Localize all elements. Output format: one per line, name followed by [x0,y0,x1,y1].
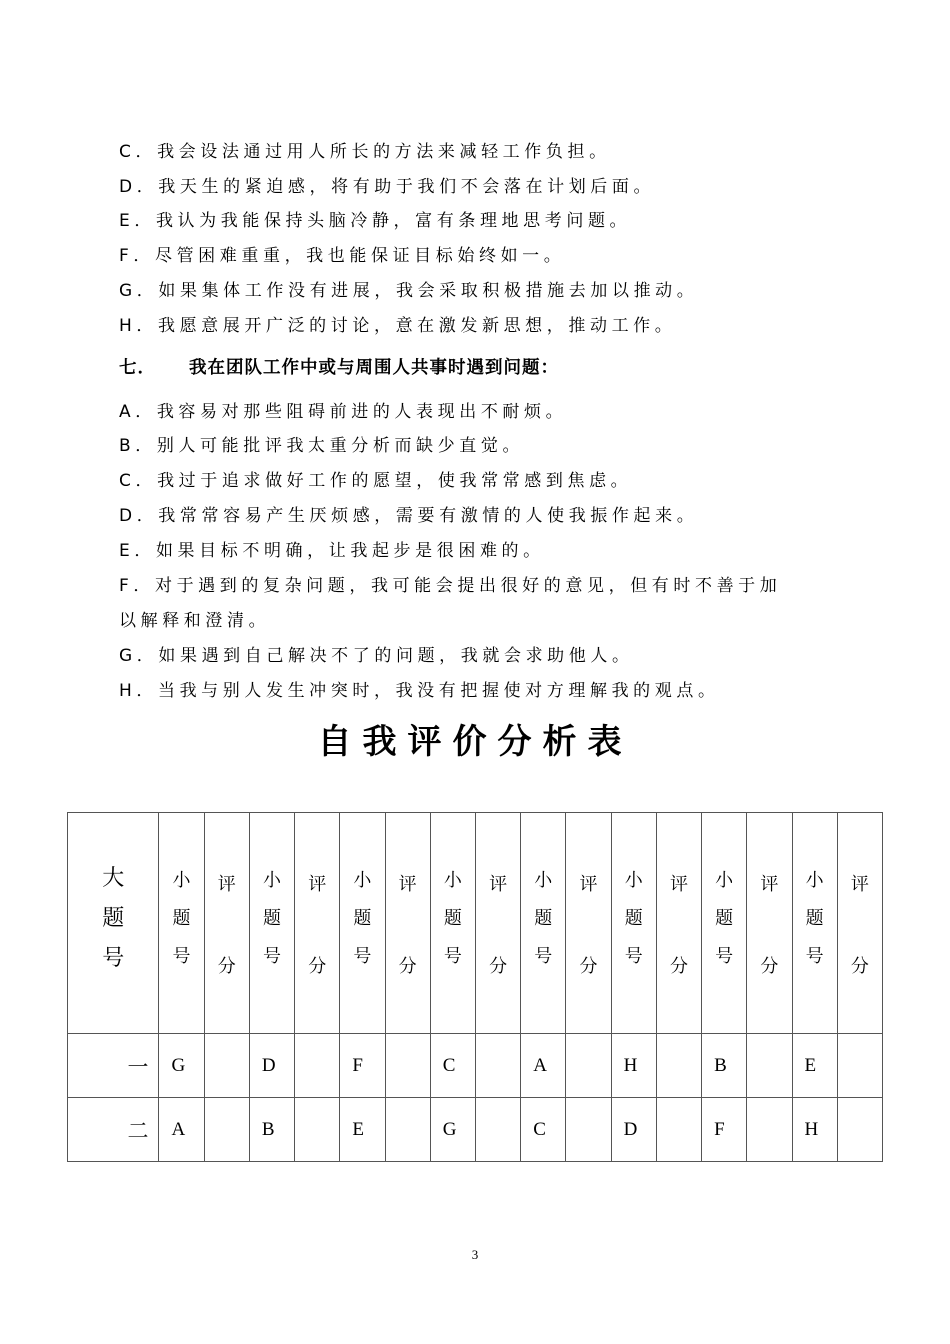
option-line: D．我常常容易产生厌烦感，需要有激情的人使我振作起来。 [119,506,699,526]
option-line: E．我认为我能保持头脑冷静，富有条理地思考问题。 [119,211,632,231]
header-score: 评 分 [837,813,882,1034]
header-sub-question: 小 题 号 [611,813,656,1034]
sub-question-cell: F [702,1098,747,1162]
sub-question-cell: G [159,1034,204,1098]
header-sub-question: 小 题 号 [702,813,747,1034]
option-line: C．我会设法通过用人所长的方法来减轻工作负担。 [119,142,611,162]
score-cell[interactable] [656,1034,701,1098]
score-cell[interactable] [566,1098,611,1162]
sub-question-cell: A [521,1034,566,1098]
score-cell[interactable] [837,1098,882,1162]
sub-question-cell: B [249,1098,294,1162]
score-cell[interactable] [747,1034,792,1098]
header-sub-question: 小 题 号 [521,813,566,1034]
score-cell[interactable] [204,1098,249,1162]
header-score: 评 分 [656,813,701,1034]
option-line: A．我容易对那些阻碍前进的人表现出不耐烦。 [119,402,568,422]
option-line: F．对于遇到的复杂问题，我可能会提出很好的意见，但有时不善于加 [119,576,782,596]
option-line: D．我天生的紧迫感，将有助于我们不会落在计划后面。 [119,177,656,197]
score-cell[interactable] [566,1034,611,1098]
option-line: B．别人可能批评我太重分析而缺少直觉。 [119,436,525,456]
page-number: 3 [471,1247,479,1262]
header-sub-question: 小 题 号 [340,813,385,1034]
sub-question-cell: A [159,1098,204,1162]
sub-question-cell: B [702,1034,747,1098]
score-cell[interactable] [295,1098,340,1162]
sub-question-cell: D [611,1098,656,1162]
score-cell[interactable] [385,1034,430,1098]
header-sub-question: 小 题 号 [249,813,294,1034]
option-line: E．如果目标不明确，让我起步是很困难的。 [119,541,545,561]
option-line: F．尽管困难重重，我也能保证目标始终如一。 [119,246,566,266]
option-line: H．当我与别人发生冲突时，我没有把握使对方理解我的观点。 [119,681,720,701]
score-cell[interactable] [295,1034,340,1098]
score-cell[interactable] [837,1034,882,1098]
score-cell[interactable] [656,1098,701,1162]
option-line: 以解释和澄清。 [119,611,271,631]
header-sub-question: 小 题 号 [159,813,204,1034]
sub-question-cell: C [430,1034,475,1098]
section-question: 我在团队工作中或与周围人共事时遇到问题： [189,358,559,378]
header-score: 评 分 [475,813,520,1034]
option-line: G．如果集体工作没有进展，我会采取积极措施去加以推动。 [119,281,699,301]
row-label: 二 [68,1098,159,1162]
table-header-row [68,813,883,1034]
option-line: C．我过于追求做好工作的愿望，使我常常感到焦虑。 [119,471,633,491]
sub-question-cell: D [249,1034,294,1098]
option-line: H．我愿意展开广泛的讨论，意在激发新思想，推动工作。 [119,316,677,336]
sub-question-cell: F [340,1034,385,1098]
header-sub-question: 小 题 号 [430,813,475,1034]
section-heading [119,358,559,378]
score-cell[interactable] [747,1098,792,1162]
option-line: G．如果遇到自己解决不了的问题，我就会求助他人。 [119,646,634,666]
score-cell[interactable] [475,1034,520,1098]
sub-question-cell: H [611,1034,656,1098]
table-title: 自我评价分析表 [317,722,633,762]
header-sub-question: 小 题 号 [792,813,837,1034]
header-score: 评 分 [747,813,792,1034]
table-row [68,1098,883,1162]
score-cell[interactable] [385,1098,430,1162]
table-row [68,1034,883,1098]
header-score: 评 分 [566,813,611,1034]
sub-question-cell: E [340,1098,385,1162]
sub-question-cell: G [430,1098,475,1162]
section-number: 七． [119,358,156,378]
row-label: 一 [68,1034,159,1098]
header-main-question: 大 题 号 [68,813,159,1034]
sub-question-cell: C [521,1098,566,1162]
header-score: 评 分 [204,813,249,1034]
sub-question-cell: E [792,1034,837,1098]
self-evaluation-table [67,812,883,1162]
header-score: 评 分 [385,813,430,1034]
score-cell[interactable] [204,1034,249,1098]
header-score: 评 分 [295,813,340,1034]
score-cell[interactable] [475,1098,520,1162]
sub-question-cell: H [792,1098,837,1162]
